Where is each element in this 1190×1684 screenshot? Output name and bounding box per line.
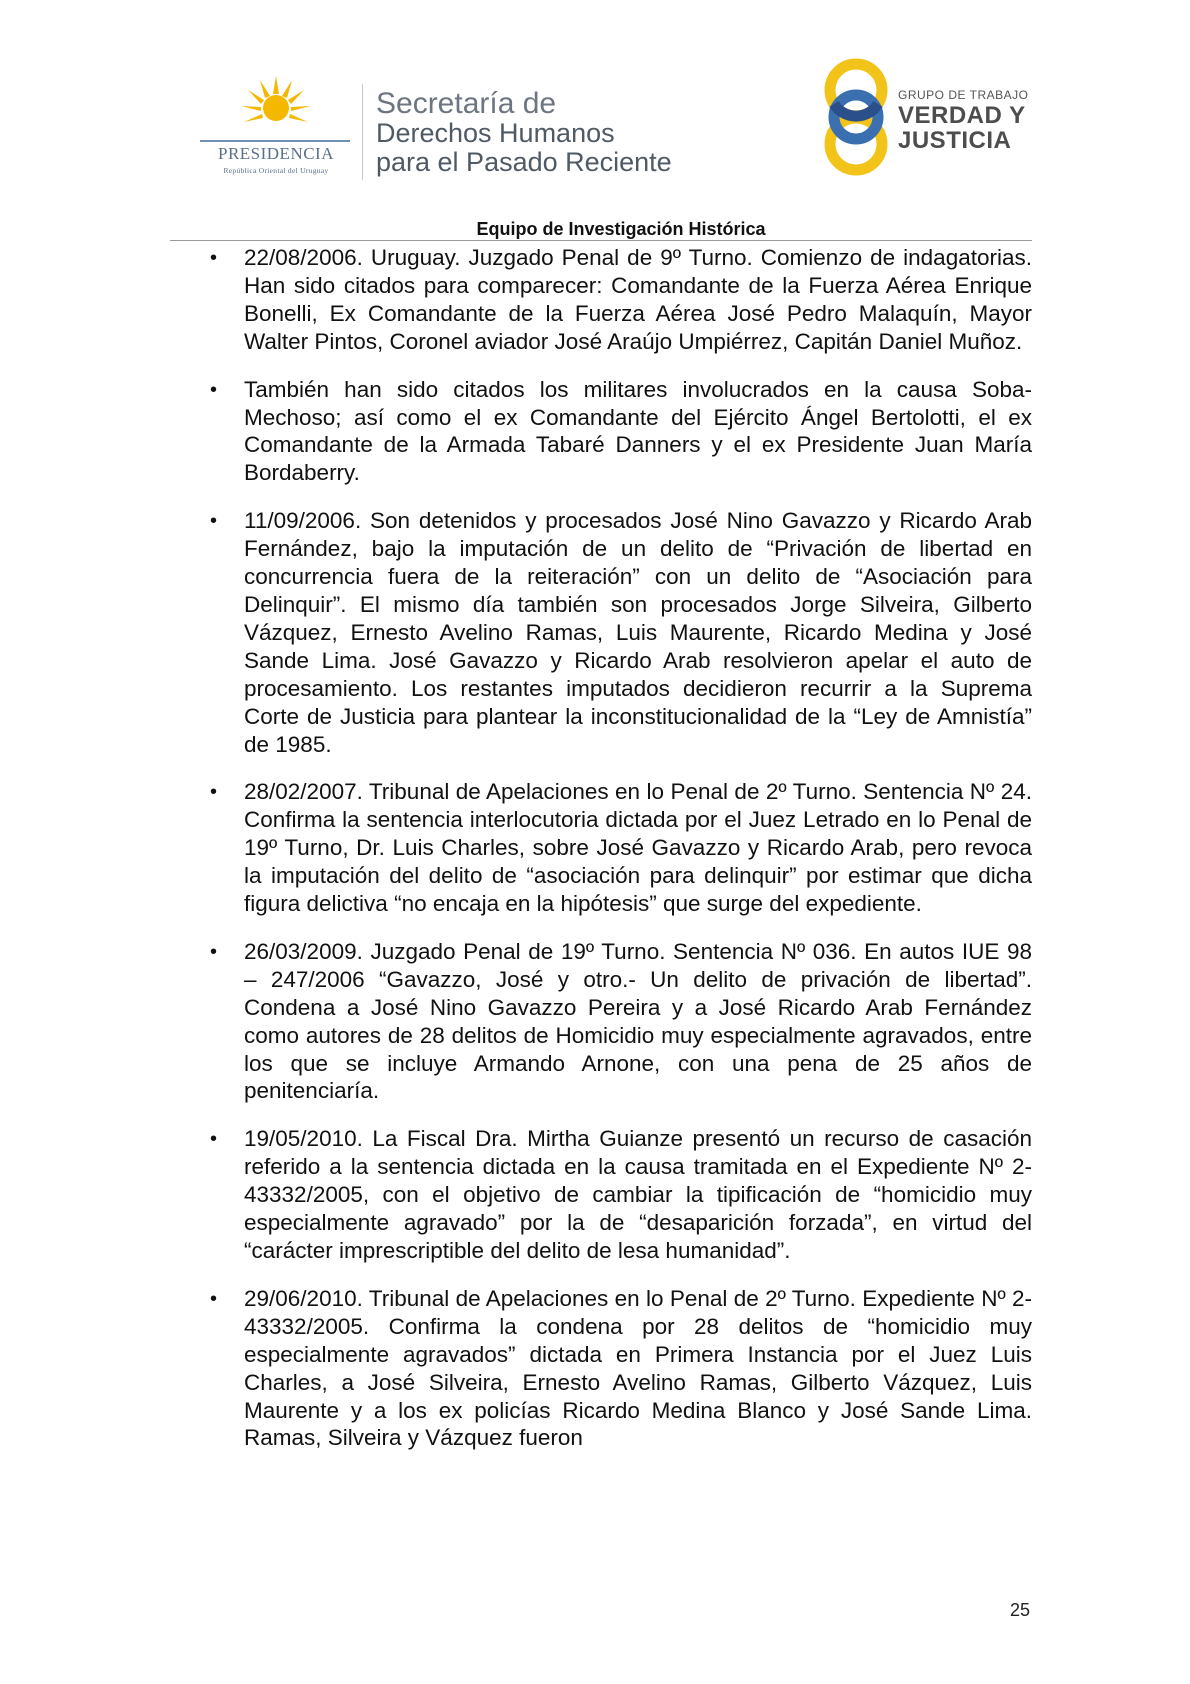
secretaria-line-1: Secretaría de [376, 87, 557, 120]
list-item [206, 938, 1032, 1105]
page-header [0, 0, 1190, 239]
list-item [206, 778, 1032, 918]
grupo-de-trabajo-label: GRUPO DE TRABAJO [898, 88, 1029, 102]
list-item [206, 244, 1032, 356]
bullet-icon: • [210, 1287, 218, 1310]
sun-icon [240, 74, 312, 136]
verdad-y-label: VERDAD Y [898, 102, 1026, 129]
list-item-text: 26/03/2009. Juzgado Penal de 19º Turno. Sentencia Nº 036. En autos IUE 98 – 247/2006 “Gavazzo, José y otro.- Un delito de privación de libertad”. Condena a José Nino Gavazzo Pereira y a José Ricardo Arab Fernández como autores de 28 delitos de Homicidio muy especialmente agravados, entre los que se incluye Armando Arnone, con una pena de 25 años de penitenciaría. [244, 938, 1032, 1104]
list-item [206, 376, 1032, 488]
list-item-text: 22/08/2006. Uruguay. Juzgado Penal de 9º Turno. Comienzo de indagatorias. Han sido citados para comparecer: Comandante de la Fuerza Aérea Enrique Bonelli, Ex Comandante de la Fuerza Aérea José Pedro Malaquín, Mayor Walter Pintos, Coronel aviador José Araújo Umpiérrez, Capitán Daniel Muñoz. [244, 245, 1032, 354]
list-item-text: 28/02/2007. Tribunal de Apelaciones en lo Penal de 2º Turno. Sentencia Nº 24. Confirma la sentencia interlocutoria dictada por el Juez Letrado en lo Penal de 19º Turno, Dr. Luis Charles, sobre José Gavazzo y Ricardo Arab, pero revoca la imputación del delito de “asociación para delinquir” por estimar que dicha figura delictiva “no encaja en la hipótesis” que surge del expediente. [244, 779, 1032, 917]
presidencia-subtitle: República Oriental del Uruguay [223, 166, 329, 175]
list-item-text: 11/09/2006. Son detenidos y procesados José Nino Gavazzo y Ricardo Arab Fernández, bajo la imputación de un delito de “Privación de libertad en concurrencia fuera de la reiteración” con un delito de “Asociación para Delinquir”. El mismo día también son procesados Jorge Silveira, Gilberto Vázquez, Ernesto Avelino Ramas, Luis Maurente, Ricardo Medina y José Sande Lima. José Gavazzo y Ricardo Arab resolvieron apelar el auto de procesamiento. Los restantes imputados decidieron recurrir a la Suprema Corte de Justicia para plantear la inconstitucionalidad de la “Ley de Amnistía” de 1985. [244, 508, 1032, 757]
list-item-text: También han sido citados los militares involucrados en la causa Soba-Mechoso; así como el ex Comandante del Ejército Ángel Bertolotti, el ex Comandante de la Armada Tabaré Danners y el ex Presidente Juan María Bordaberry. [244, 376, 1032, 486]
presidencia-logo [196, 74, 356, 178]
justicia-label: JUSTICIA [898, 127, 1012, 154]
list-item [206, 1285, 1032, 1452]
bullet-icon: • [210, 781, 218, 804]
list-item [206, 1125, 1032, 1265]
bullet-icon: • [210, 510, 218, 533]
presidencia-name: PRESIDENCIA [217, 144, 334, 163]
header-rule [170, 240, 1032, 241]
list-item-text: 19/05/2010. La Fiscal Dra. Mirtha Guianze presentó un recurso de casación referido a la sentencia dictada en la causa tramitada en el Expediente Nº 2-43332/2005, con el objetivo de cambiar la tipificación de “homicidio muy especialmente agravado” por la de “desaparición forzada”, en virtud del “carácter imprescriptible del delito de lesa humanidad”. [244, 1126, 1032, 1263]
bullet-icon: • [210, 247, 218, 269]
page-number: 25 [1009, 1600, 1030, 1620]
bullet-icon: • [210, 378, 218, 401]
verdad-justicia-logo [822, 56, 1042, 182]
presidencia-rule [200, 140, 350, 142]
interlocking-rings-icon [822, 56, 894, 182]
list-item-text: 29/06/2010. Tribunal de Apelaciones en lo Penal de 2º Turno. Expediente Nº 2-43332/2005. Confirma la condena por 28 delitos de “homicidio muy especialmente agravados” dictada en Primera Instancia por el Juez Luis Charles, a José Silveira, Ernesto Avelino Ramas, Gilberto Vázquez, Luis Maurente y a los ex policías Ricardo Medina Blanco y José Sande Lima. Ramas, Silveira y Vázquez fueron [244, 1285, 1032, 1451]
list-item [206, 507, 1032, 758]
bullet-icon: • [210, 940, 218, 963]
bullet-icon: • [210, 1128, 218, 1151]
chronology-list [206, 244, 1032, 1472]
logo-divider [362, 84, 363, 180]
team-label: Equipo de Investigación Histórica [476, 219, 766, 239]
secretaria-line-2: Derechos Humanos [376, 118, 615, 148]
secretaria-logo-text [376, 88, 672, 177]
secretaria-line-3: para el Pasado Reciente [376, 147, 672, 177]
